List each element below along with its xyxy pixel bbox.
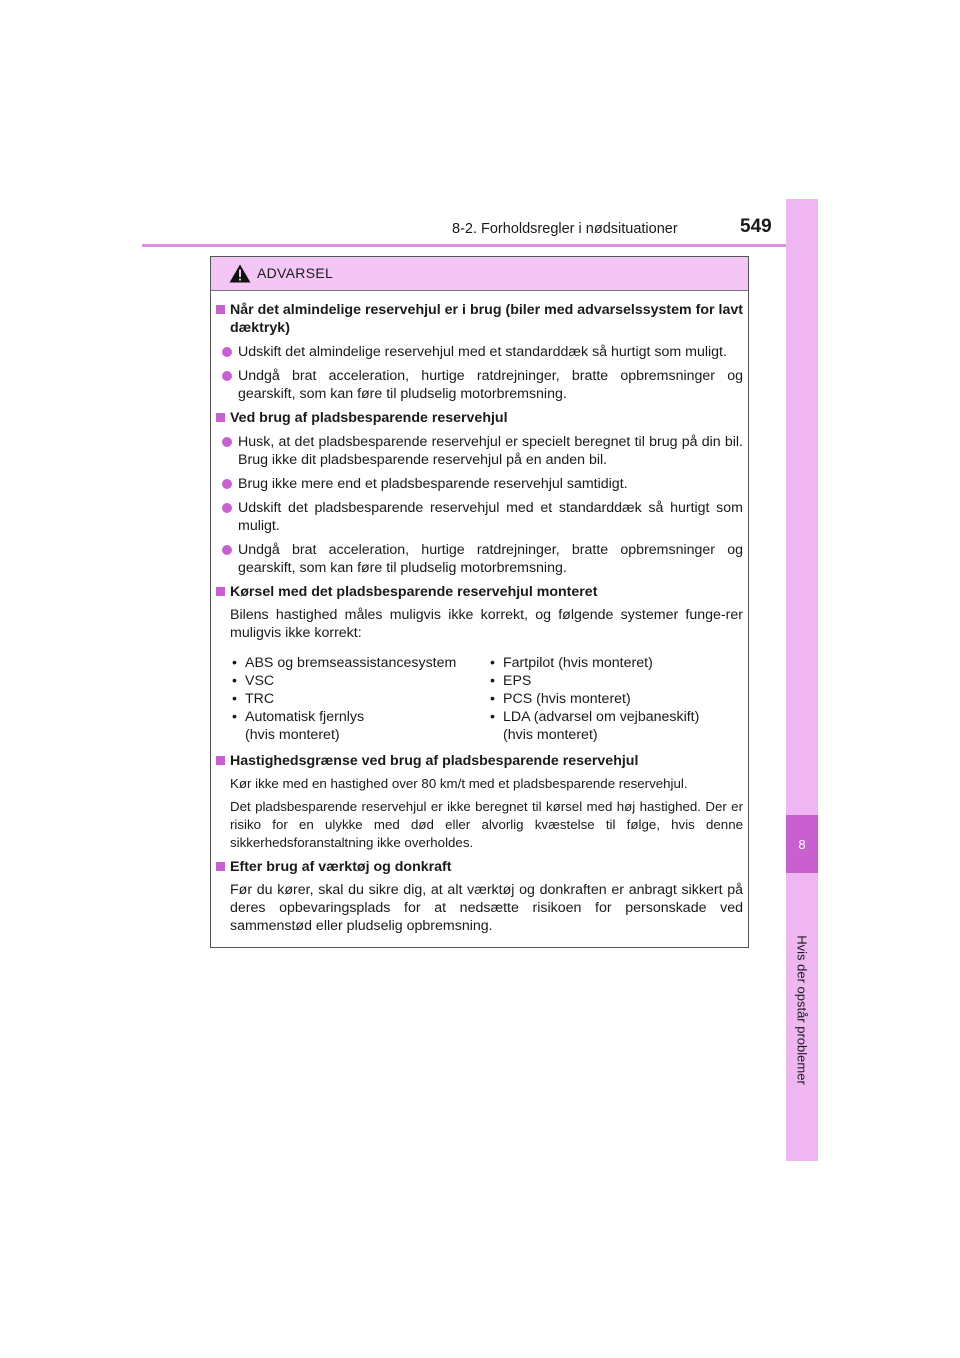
circle-bullet-icon bbox=[222, 437, 232, 447]
list-item bbox=[222, 541, 743, 577]
list-item-text: Udskift det pladsbesparende reservehjul med et standarddæk så hurtigt som muligt. bbox=[238, 500, 743, 534]
section-compact-spare bbox=[216, 409, 743, 577]
section-heading bbox=[216, 858, 743, 876]
section-regular-spare bbox=[216, 301, 743, 403]
list-item-text: Brug ikke mere end et pladsbesparende reservehjul samtidigt. bbox=[238, 476, 628, 492]
list-item bbox=[490, 654, 699, 672]
page-number: 549 bbox=[740, 216, 772, 237]
warning-box bbox=[210, 256, 749, 948]
list-item bbox=[232, 654, 490, 672]
list-item-text: Undgå brat acceleration, hurtige ratdrejninger, bratte opbremsninger og gearskift, som kan føre til pludselig motorbremsning. bbox=[238, 542, 743, 576]
circle-bullet-icon bbox=[222, 347, 232, 357]
list-item bbox=[232, 672, 490, 690]
speed-risk-paragraph: Det pladsbesparende reservehjul er ikke beregnet til kørsel med høj hastighed. Der er risiko for en ulykke med død eller alvorlig kvæstelse til følge, hvis denne sikkerhedsforanstaltning ikke overholdes. bbox=[230, 799, 743, 850]
list-item bbox=[222, 367, 743, 403]
section-title: Kørsel med det pladsbesparende reservehjul monteret bbox=[230, 584, 598, 600]
list-item bbox=[490, 726, 699, 744]
square-bullet-icon bbox=[216, 587, 225, 596]
chapter-tab-label: Hvis der opstår problemer bbox=[794, 935, 810, 1085]
bullet-list bbox=[216, 343, 743, 403]
section-paragraph: Før du kører, skal du sikre dig, at alt værktøj og donkraften er anbragt sikkert på deres opbevaringsplads for at nedsætte risikoen for personskade ved sammenstød eller pludselig opbremsning. bbox=[230, 882, 743, 934]
list-marker: • bbox=[490, 655, 495, 671]
list-item bbox=[222, 343, 743, 361]
list-marker bbox=[232, 726, 245, 744]
section-speed-limit bbox=[216, 752, 743, 852]
list-marker: • bbox=[232, 709, 237, 725]
list-item bbox=[232, 726, 490, 744]
systems-list-left bbox=[232, 654, 490, 744]
square-bullet-icon bbox=[216, 305, 225, 314]
affected-systems bbox=[232, 654, 743, 744]
list-item bbox=[222, 433, 743, 469]
list-item-text: Automatisk fjernlys bbox=[245, 709, 365, 725]
list-item bbox=[222, 499, 743, 535]
section-heading bbox=[216, 752, 743, 770]
circle-bullet-icon bbox=[222, 503, 232, 513]
list-item-text: (hvis monteret) bbox=[245, 727, 340, 743]
list-item-text: VSC bbox=[245, 673, 275, 689]
section-heading bbox=[216, 583, 743, 601]
list-item-text: EPS bbox=[503, 673, 532, 689]
square-bullet-icon bbox=[216, 756, 225, 765]
section-title: Hastighedsgrænse ved brug af pladsbesparende reservehjul bbox=[230, 753, 639, 769]
circle-bullet-icon bbox=[222, 479, 232, 489]
section-title: Ved brug af pladsbesparende reservehjul bbox=[230, 410, 508, 426]
section-paragraph: Bilens hastighed måles muligvis ikke korrekt, og følgende systemer funge-rer muligvis ikke korrekt: bbox=[230, 607, 743, 641]
section-title: Efter brug af værktøj og donkraft bbox=[230, 859, 452, 875]
section-after-tools bbox=[216, 858, 743, 935]
header-divider bbox=[142, 244, 818, 247]
list-marker: • bbox=[232, 691, 237, 707]
section-title: Når det almindelige reservehjul er i brug (biler med advarselssystem for lavt dæktryk) bbox=[230, 302, 743, 336]
list-item-text: TRC bbox=[245, 691, 275, 707]
list-item-text: LDA (advarsel om vejbaneskift) bbox=[503, 709, 700, 725]
section-heading bbox=[216, 301, 743, 337]
list-item-text: PCS (hvis monteret) bbox=[503, 691, 631, 707]
list-item bbox=[490, 672, 699, 690]
list-marker: • bbox=[490, 691, 495, 707]
list-marker bbox=[490, 726, 503, 744]
circle-bullet-icon bbox=[222, 371, 232, 381]
list-item-text: Husk, at det pladsbesparende reservehjul er specielt beregnet til brug på din bil. Brug ikke dit pladsbesparende reservehjul på en anden bil. bbox=[238, 434, 743, 468]
section-driving-with-spare bbox=[216, 583, 743, 744]
bullet-list bbox=[216, 433, 743, 577]
section-heading bbox=[216, 409, 743, 427]
square-bullet-icon bbox=[216, 413, 225, 422]
list-item bbox=[232, 690, 490, 708]
list-item-text: Udskift det almindelige reservehjul med et standarddæk så hurtigt som muligt. bbox=[238, 344, 727, 360]
circle-bullet-icon bbox=[222, 545, 232, 555]
list-marker: • bbox=[490, 709, 495, 725]
list-item-text: (hvis monteret) bbox=[503, 727, 598, 743]
list-item bbox=[490, 690, 699, 708]
list-marker: • bbox=[232, 673, 237, 689]
list-item-text: ABS og bremseassistancesystem bbox=[245, 655, 457, 671]
list-marker: • bbox=[232, 655, 237, 671]
chapter-title: 8-2. Forholdsregler i nødsituationer bbox=[452, 221, 678, 237]
chapter-tab-number: 8 bbox=[786, 815, 818, 873]
systems-list-right bbox=[490, 654, 699, 744]
list-item-text: Undgå brat acceleration, hurtige ratdrejninger, bratte opbremsninger og gearskift, som kan føre til pludselig motorbremsning. bbox=[238, 368, 743, 402]
list-marker: • bbox=[490, 673, 495, 689]
warning-content bbox=[216, 301, 743, 941]
speed-limit-paragraph: Kør ikke med en hastighed over 80 km/t med et pladsbesparende reservehjul. bbox=[230, 776, 688, 791]
list-item bbox=[232, 708, 490, 726]
square-bullet-icon bbox=[216, 862, 225, 871]
list-item bbox=[490, 708, 699, 726]
list-item bbox=[222, 475, 743, 493]
warning-title: ADVARSEL bbox=[257, 265, 334, 281]
warning-triangle-icon bbox=[229, 264, 251, 283]
warning-header bbox=[211, 257, 748, 291]
list-item-text: Fartpilot (hvis monteret) bbox=[503, 655, 653, 671]
